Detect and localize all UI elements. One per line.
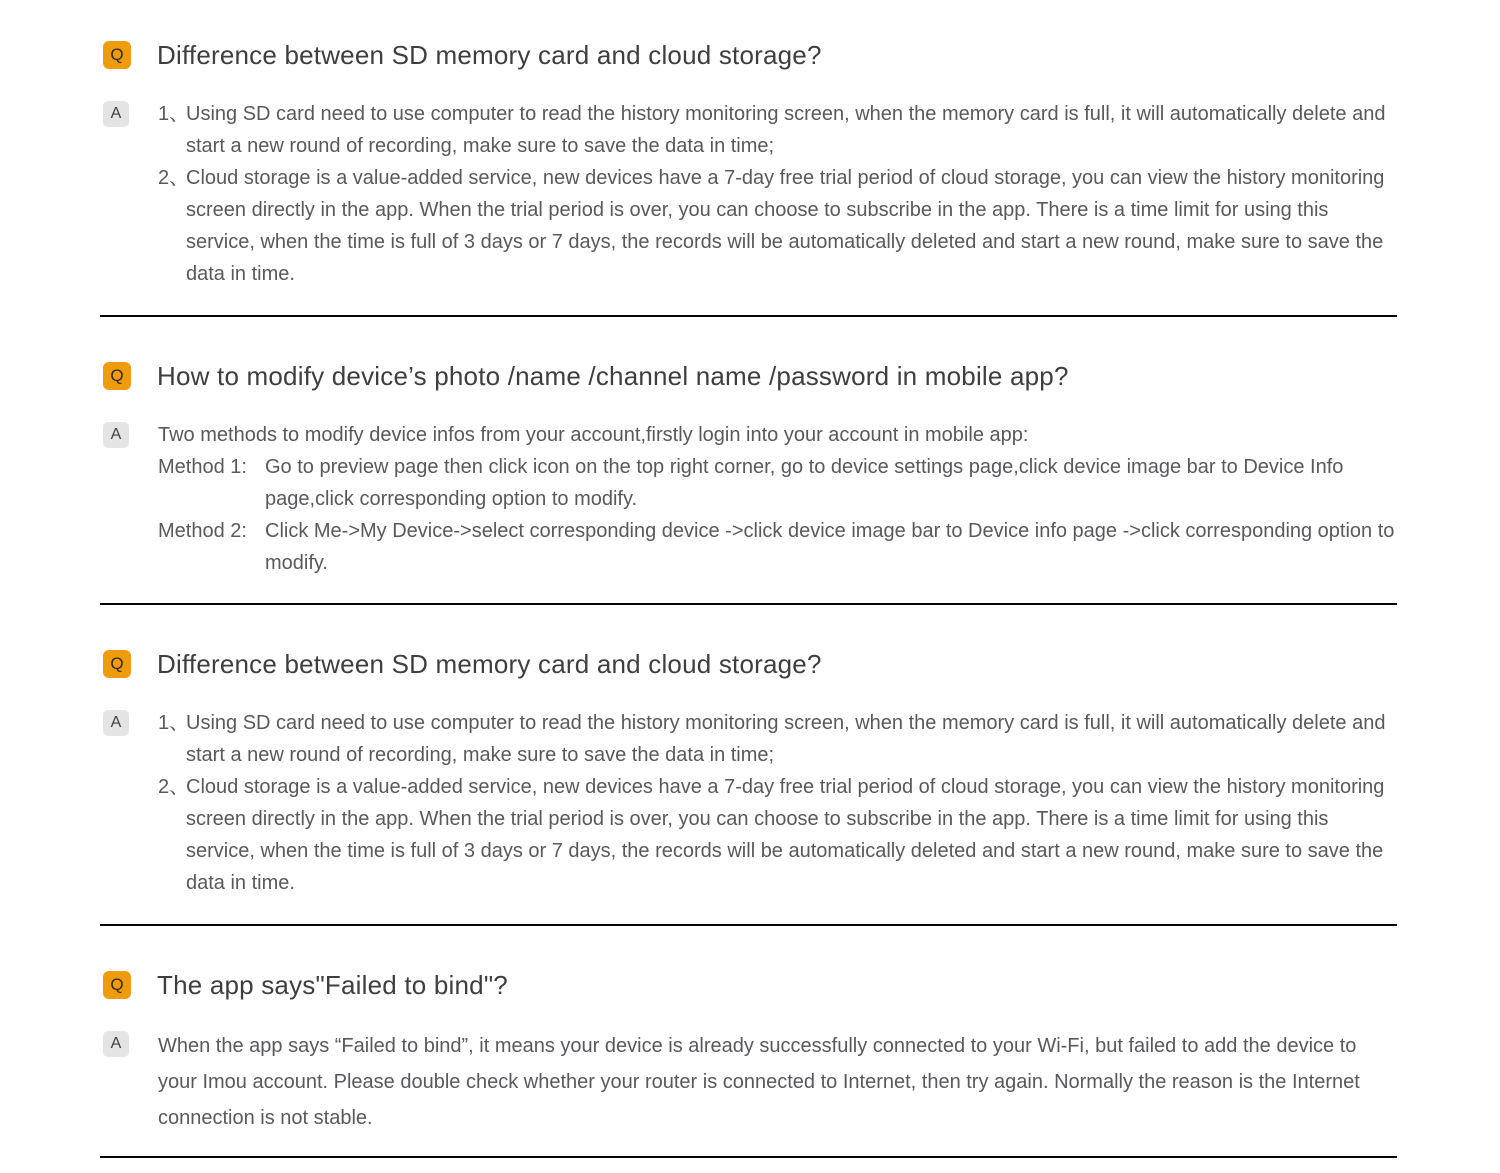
answer-text: Go to preview page then click icon on the top right corner, go to device settings page,click device image bar to Device Info page,click corresponding option to modify. (265, 456, 1344, 510)
answer-item (158, 1028, 1398, 1136)
question-icon: Q (103, 650, 131, 678)
question-row (103, 359, 1500, 393)
answer-item (158, 162, 1398, 290)
answer-item (158, 771, 1398, 899)
list-marker: 1、 (158, 712, 190, 734)
answer-item (158, 419, 1398, 451)
answer-icon: A (103, 422, 129, 448)
question-row (103, 968, 1500, 1002)
answer-body (158, 1028, 1398, 1136)
answer-item (158, 515, 1398, 579)
answer-icon: A (103, 101, 129, 127)
faq-section-3 (103, 647, 1500, 926)
answer-item (158, 451, 1398, 515)
answer-text: Click Me->My Device->select corresponding device ->click device image bar to Device info page ->click corresponding option to modify. (265, 520, 1395, 574)
answer-body (158, 419, 1398, 579)
question-title: Difference between SD memory card and cloud storage? (157, 40, 822, 70)
answer-row (103, 1028, 1500, 1136)
list-marker: 1、 (158, 103, 190, 125)
answer-text: Two methods to modify device infos from your account,firstly login into your account in mobile app: (158, 424, 1029, 446)
faq-section-1 (103, 38, 1500, 317)
list-marker: Method 1: (158, 456, 247, 478)
answer-item (158, 98, 1398, 162)
answer-text: When the app says “Failed to bind”, it means your device is already successfully connected to your Wi-Fi, but failed to add the device to your Imou account. Please double check whether your router is connected to Internet, then try again. Normally the reason is the Internet connection is not stable. (158, 1035, 1360, 1129)
answer-row (103, 707, 1500, 899)
answer-text: Cloud storage is a value-added service, new devices have a 7-day free trial period of cloud storage, you can view the history monitoring screen directly in the app. When the trial period is over, you can choose to subscribe in the app. There is a time limit for using this service, when the time is full of 3 days or 7 days, the records will be automatically deleted and start a new round, make sure to save the data in time. (186, 167, 1385, 285)
answer-body (158, 707, 1398, 899)
answer-text: Using SD card need to use computer to read the history monitoring screen, when the memory card is full, it will automatically delete and start a new round of recording, make sure to save the data in time; (186, 712, 1386, 766)
question-icon: Q (103, 362, 131, 390)
question-title: Difference between SD memory card and cloud storage? (157, 649, 822, 679)
question-title: The app says"Failed to bind"? (157, 970, 508, 1000)
answer-body (158, 98, 1398, 290)
question-icon: Q (103, 41, 131, 69)
answer-icon: A (103, 710, 129, 736)
list-marker: 2、 (158, 167, 190, 189)
list-marker: Method 2: (158, 520, 247, 542)
section-divider (100, 603, 1397, 605)
list-marker: 2、 (158, 776, 190, 798)
answer-row (103, 98, 1500, 290)
section-divider (100, 315, 1397, 317)
answer-text: Cloud storage is a value-added service, new devices have a 7-day free trial period of cloud storage, you can view the history monitoring screen directly in the app. When the trial period is over, you can choose to subscribe in the app. There is a time limit for using this service, when the time is full of 3 days or 7 days, the records will be automatically deleted and start a new round, make sure to save the data in time. (186, 776, 1385, 894)
question-title: How to modify device’s photo /name /channel name /password in mobile app? (157, 361, 1069, 391)
answer-row (103, 419, 1500, 579)
question-row (103, 38, 1500, 72)
faq-section-4 (103, 968, 1500, 1158)
answer-item (158, 707, 1398, 771)
section-divider (100, 1156, 1397, 1158)
answer-text: Using SD card need to use computer to read the history monitoring screen, when the memory card is full, it will automatically delete and start a new round of recording, make sure to save the data in time; (186, 103, 1386, 157)
question-icon: Q (103, 971, 131, 999)
faq-section-2 (103, 359, 1500, 605)
answer-icon: A (103, 1031, 129, 1057)
section-divider (100, 924, 1397, 926)
question-row (103, 647, 1500, 681)
